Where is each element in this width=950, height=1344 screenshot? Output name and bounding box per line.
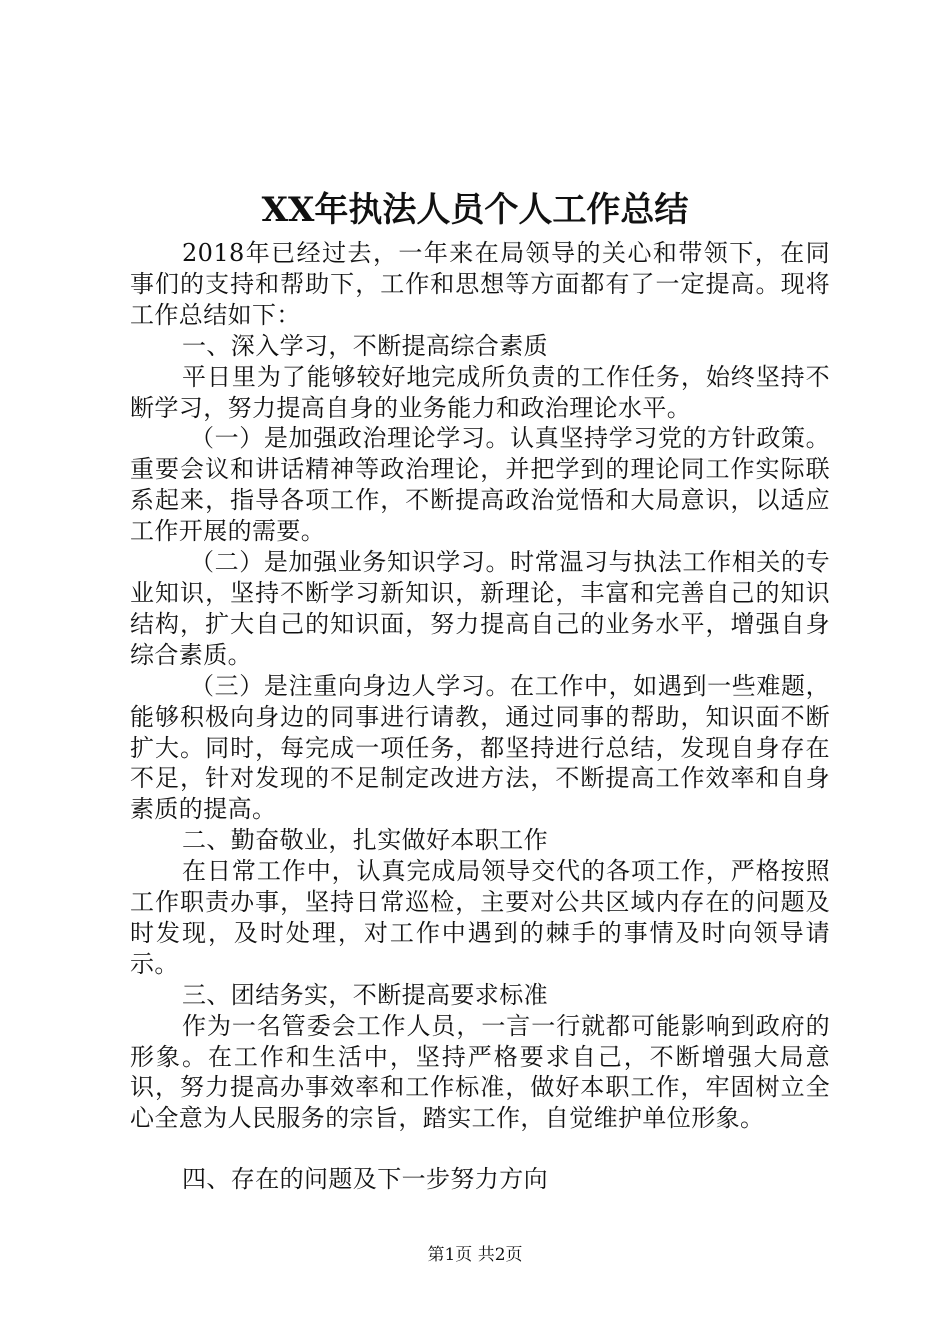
page-footer: 第1页 共2页 xyxy=(427,1245,523,1265)
document-title: XX年执法人员个人工作总结 xyxy=(261,190,689,230)
section-1-paragraph: 平日里为了能够较好地完成所负责的工作任务，始终坚持不断学习，努力提高自身的业务能力和政治理论水平。 xyxy=(130,362,830,422)
section-2-paragraph: 在日常工作中，认真完成局领导交代的各项工作，严格按照工作职责办事，坚持日常巡检，主要对公共区域内存在的问题及时发现，及时处理，对工作中遇到的棘手的事情及时向领导请示。 xyxy=(130,857,830,978)
subsection-1-paragraph: （一）是加强政治理论学习。认真坚持学习党的方针政策。重要会议和讲话精神等政治理论，并把学到的理论同工作实际联系起来，指导各项工作，不断提高政治觉悟和大局意识，以适应工作开展的需要。 xyxy=(130,424,830,546)
intro-paragraph: 2018年已经过去，一年来在局领导的关心和带领下，在同事们的支持和帮助下，工作和思想等方面都有了一定提高。现将工作总结如下： xyxy=(130,239,830,329)
subsection-2-paragraph: （二）是加强业务知识学习。时常温习与执法工作相关的专业知识，坚持不断学习新知识，新理论，丰富和完善自己的知识结构，扩大自己的知识面，努力提高自己的业务水平，增强自身综合素质。 xyxy=(130,548,830,669)
paragraph-gap xyxy=(130,1134,830,1164)
section-heading-2: 二、勤奋敬业，扎实做好本职工作 xyxy=(182,826,548,855)
section-3-paragraph: 作为一名管委会工作人员，一言一行就都可能影响到政府的形象。在工作和生活中，坚持严格要求自己，不断增强大局意识，努力提高办事效率和工作标准，做好本职工作，牢固树立全心全意为人民服务的宗旨，踏实工作，自觉维护单位形象。 xyxy=(130,1011,830,1133)
subsection-3-paragraph: （三）是注重向身边人学习。在工作中，如遇到一些难题，能够积极向身边的同事进行请教，通过同事的帮助，知识面不断扩大。同时，每完成一项任务，都坚持进行总结，发现自身存在不足，针对发现的不足制定改进方法，不断提高工作效率和自身素质的提高。 xyxy=(130,671,830,824)
section-heading-4: 四、存在的问题及下一步努力方向 xyxy=(182,1165,548,1194)
document-body xyxy=(130,238,830,1195)
section-heading-3: 三、团结务实，不断提高要求标准 xyxy=(182,980,548,1009)
section-heading-1: 一、深入学习，不断提高综合素质 xyxy=(182,331,548,360)
